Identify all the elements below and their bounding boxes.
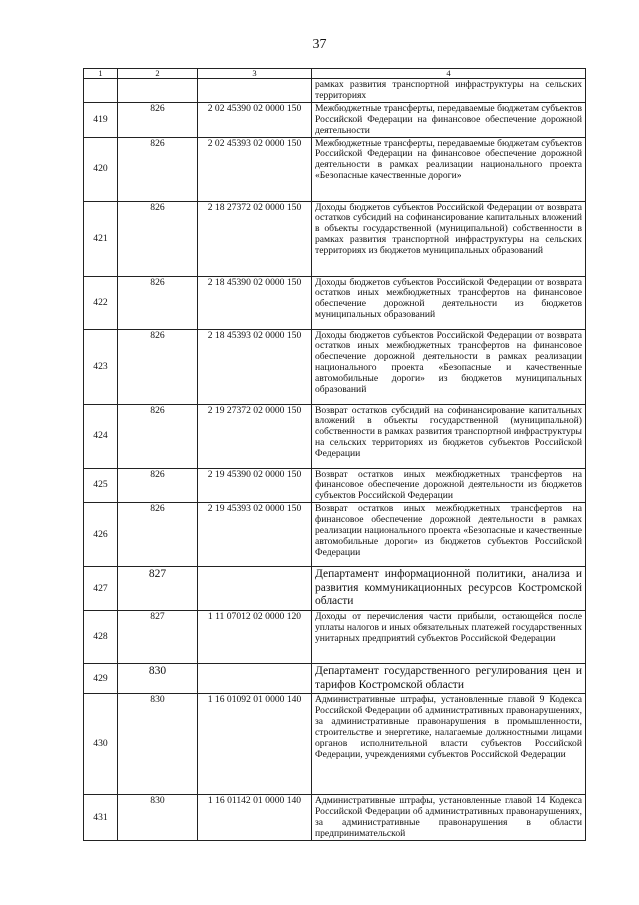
revenue-description-cell: Межбюджетные трансферты, передаваемые бюджетам субъектов Российской Федерации на финансовое обеспечение дорожной деятельности в рамках реализации национального проекта «Безопасные качественные дороги» [312, 137, 586, 201]
revenue-description-cell: Административные штрафы, установленные главой 14 Кодекса Российской Федерации об административных правонарушениях, за административные правонарушения в области предпринимательской [312, 795, 586, 841]
administrator-code-cell: 826 [118, 503, 198, 567]
table-row [84, 795, 586, 841]
table-row [84, 503, 586, 567]
administrator-code-cell: 827 [118, 611, 198, 664]
row-number-cell: 423 [84, 329, 118, 404]
revenue-description-cell: Административные штрафы, установленные главой 9 Кодекса Российской Федерации об административных правонарушениях, за административные правонарушения в промышленности, строительстве и энергетике, налагаемые должностными лицами органов исполнительной власти субъектов Российской Федерации, учреждениями субъектов Российской Федерации [312, 694, 586, 795]
administrator-code-cell: 826 [118, 329, 198, 404]
row-number-cell: 420 [84, 137, 118, 201]
row-number-cell: 430 [84, 694, 118, 795]
administrator-code-cell: 826 [118, 201, 198, 276]
table-row [84, 137, 586, 201]
budget-classification-code-cell: 2 19 45393 02 0000 150 [198, 503, 312, 567]
revenue-description-cell: Департамент государственного регулирования цен и тарифов Костромской области [312, 664, 586, 694]
row-number-cell: 431 [84, 795, 118, 841]
administrator-code-cell: 830 [118, 795, 198, 841]
administrator-code-cell: 827 [118, 567, 198, 611]
budget-classification-code-cell [198, 567, 312, 611]
row-number-cell: 426 [84, 503, 118, 567]
row-number-cell [84, 79, 118, 103]
row-number-cell: 422 [84, 276, 118, 329]
revenue-description-cell: Доходы бюджетов субъектов Российской Федерации от возврата остатков иных межбюджетных трансфертов на финансовое обеспечение дорожной деятельности в рамках реализации национального проекта «Безопасные и качественные автомобильные дороги» из бюджетов муниципальных образований [312, 329, 586, 404]
table-row [84, 276, 586, 329]
administrator-code-cell: 830 [118, 664, 198, 694]
budget-classification-code-cell: 2 02 45390 02 0000 150 [198, 102, 312, 137]
table-row [84, 329, 586, 404]
revenue-description-cell: Межбюджетные трансферты, передаваемые бюджетам субъектов Российской Федерации на финансовое обеспечение дорожной деятельности [312, 102, 586, 137]
table-row [84, 201, 586, 276]
department-row [84, 567, 586, 611]
column-number-1: 1 [84, 69, 118, 79]
administrator-code-cell: 826 [118, 468, 198, 503]
row-number-cell: 419 [84, 102, 118, 137]
table-row [84, 79, 586, 103]
revenue-description-cell: Возврат остатков субсидий на софинансирование капитальных вложений в объекты государственной (муниципальной) собственности в рамках развития транспортной инфраструктуры на сельских территориях из бюджетов субъектов Российской Федерации [312, 404, 586, 468]
column-number-4: 4 [312, 69, 586, 79]
budget-classification-code-cell: 2 18 27372 02 0000 150 [198, 201, 312, 276]
revenue-description-cell: Доходы бюджетов субъектов Российской Федерации от возврата остатков субсидий на софинансирование капитальных вложений в объекты государственной (муниципальной) собственности в рамках развития транспортной инфраструктуры на сельских территориях из бюджетов муниципальных образований [312, 201, 586, 276]
column-number-2: 2 [118, 69, 198, 79]
row-number-cell: 428 [84, 611, 118, 664]
budget-classification-code-cell: 2 19 27372 02 0000 150 [198, 404, 312, 468]
row-number-cell: 427 [84, 567, 118, 611]
row-number-cell: 424 [84, 404, 118, 468]
budget-classification-code-cell: 2 02 45393 02 0000 150 [198, 137, 312, 201]
page-number: 37 [312, 37, 327, 52]
table-row [84, 611, 586, 664]
budget-classification-code-cell: 2 18 45390 02 0000 150 [198, 276, 312, 329]
budget-classification-code-cell: 2 18 45393 02 0000 150 [198, 329, 312, 404]
budget-classification-code-cell [198, 664, 312, 694]
column-number-header-row [84, 69, 586, 79]
revenue-description-cell: рамках развития транспортной инфраструктуры на сельских территориях [312, 79, 586, 103]
budget-codes-table [83, 68, 586, 841]
revenue-description-cell: Департамент информационной политики, анализа и развития коммуникационных ресурсов Костромской области [312, 567, 586, 611]
administrator-code-cell: 826 [118, 276, 198, 329]
row-number-cell: 425 [84, 468, 118, 503]
revenue-description-cell: Доходы бюджетов субъектов Российской Федерации от возврата остатков иных межбюджетных трансфертов на финансовое обеспечение дорожной деятельности из бюджетов муниципальных образований [312, 276, 586, 329]
budget-classification-code-cell: 1 16 01142 01 0000 140 [198, 795, 312, 841]
administrator-code-cell [118, 79, 198, 103]
budget-classification-code-cell: 1 16 01092 01 0000 140 [198, 694, 312, 795]
table-row [84, 468, 586, 503]
table-row [84, 694, 586, 795]
administrator-code-cell: 826 [118, 404, 198, 468]
budget-classification-code-cell: 2 19 45390 02 0000 150 [198, 468, 312, 503]
row-number-cell: 421 [84, 201, 118, 276]
department-row [84, 664, 586, 694]
administrator-code-cell: 826 [118, 137, 198, 201]
administrator-code-cell: 826 [118, 102, 198, 137]
row-number-cell: 429 [84, 664, 118, 694]
administrator-code-cell: 830 [118, 694, 198, 795]
revenue-description-cell: Возврат остатков иных межбюджетных трансфертов на финансовое обеспечение дорожной деятельности в рамках реализации национального проекта «Безопасные и качественные автомобильные дороги» из бюджетов субъектов Российской Федерации [312, 503, 586, 567]
revenue-description-cell: Возврат остатков иных межбюджетных трансфертов на финансовое обеспечение дорожной деятельности из бюджетов субъектов Российской Федерации [312, 468, 586, 503]
budget-classification-code-cell [198, 79, 312, 103]
table-row [84, 102, 586, 137]
revenue-description-cell: Доходы от перечисления части прибыли, остающейся после уплаты налогов и иных обязательных платежей государственных унитарных предприятий субъектов Российской Федерации [312, 611, 586, 664]
column-number-3: 3 [198, 69, 312, 79]
table-row [84, 404, 586, 468]
budget-classification-code-cell: 1 11 07012 02 0000 120 [198, 611, 312, 664]
